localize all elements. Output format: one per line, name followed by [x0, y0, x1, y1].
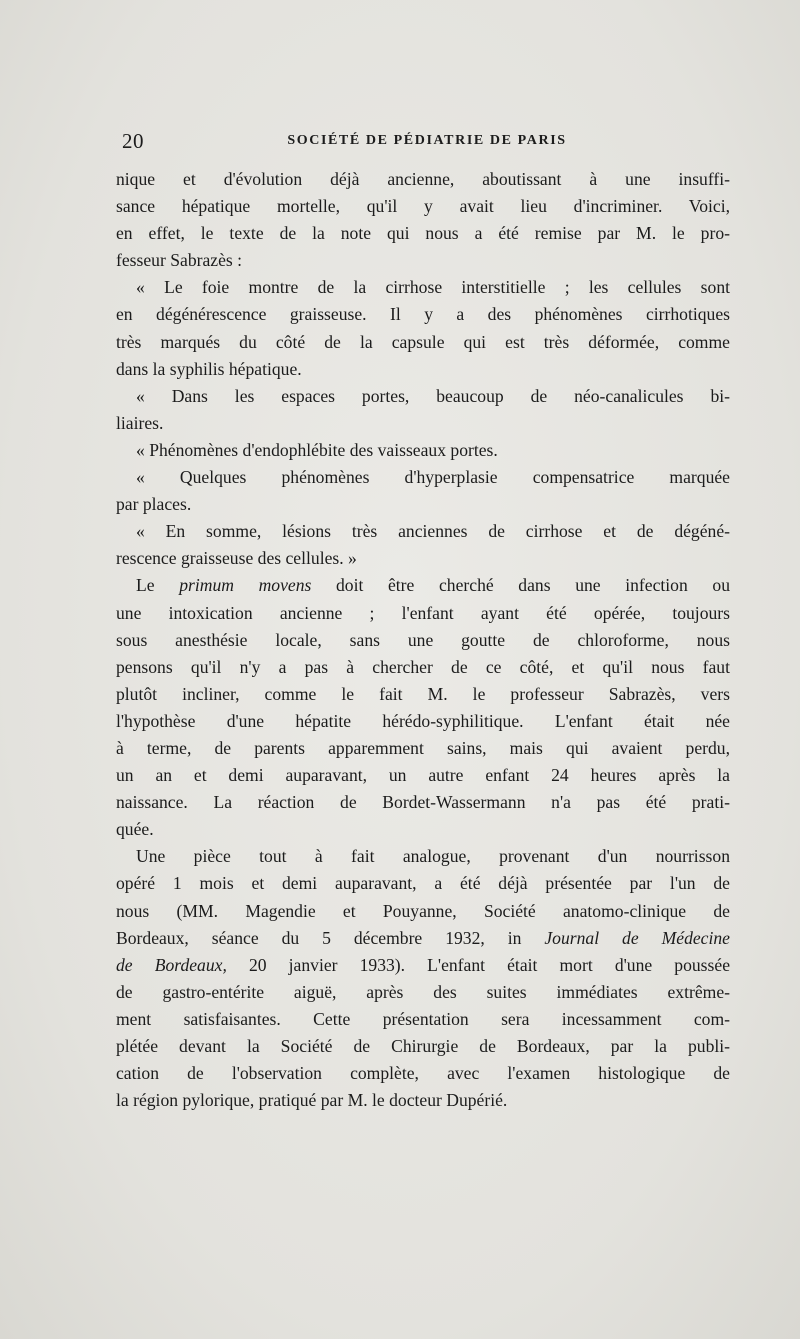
text-line: très marqués du côté de la capsule qui est très déformée, comme — [116, 331, 730, 352]
text-line: sance hépatique mortelle, qu'il y avait lieu d'incriminer. Voici, — [116, 196, 730, 217]
italic-phrase: de Bordeaux, — [116, 954, 227, 975]
text-line: une intoxication ancienne ; l'enfant ayant été opérée, toujours — [116, 602, 730, 623]
running-head: SOCIÉTÉ DE PÉDIATRIE DE PARIS — [287, 133, 567, 148]
text-line: à terme, de parents apparemment sains, mais qui avaient perdu, — [116, 737, 730, 758]
text-line: en effet, le texte de la note qui nous a été remise par M. le pro- — [116, 223, 730, 244]
text-line: l'hypothèse d'une hépatite hérédo-syphilitique. L'enfant était née — [116, 710, 730, 731]
text-line: Une pièce tout à fait analogue, provenant d'un nourrisson — [136, 846, 730, 867]
text-line — [116, 572, 730, 599]
text-line — [116, 952, 730, 979]
text-line: « Phénomènes d'endophlébite des vaisseaux portes. — [136, 439, 498, 460]
text-line: quée. — [116, 819, 154, 840]
page-number: 20 — [122, 129, 144, 153]
page-header — [122, 129, 732, 159]
text-line: sous anesthésie locale, sans une goutte de chloroforme, nous — [116, 629, 730, 650]
text-line: liaires. — [116, 412, 164, 433]
text-segment: 20 janvier 1933). L'enfant était mort d'une poussée — [248, 954, 730, 975]
text-segment: doit être cherché dans une infection ou — [335, 575, 730, 596]
text-line: en dégénérescence graisseuse. Il y a des phénomènes cirrhotiques — [116, 304, 730, 325]
body-text — [116, 166, 730, 1114]
text-line: dans la syphilis hépatique. — [116, 358, 302, 379]
text-line: plétée devant la Société de Chirurgie de Bordeaux, par la publi- — [116, 1036, 730, 1056]
text-line: plutôt incliner, comme le fait M. le professeur Sabrazès, vers — [116, 683, 730, 704]
text-segment: Bordeaux, séance du 5 décembre 1932, in — [116, 927, 522, 948]
italic-phrase: Journal de Médecine — [544, 927, 730, 948]
text-line: de gastro-entérite aiguë, après des suites immédiates extrême- — [116, 981, 730, 1002]
text-line: « En somme, lésions très anciennes de cirrhose et de dégéné- — [136, 521, 730, 542]
text-line: nous (MM. Magendie et Pouyanne, Société anatomo-clinique de — [116, 900, 730, 921]
text-line — [116, 925, 730, 952]
text-line: par places. — [116, 494, 192, 515]
text-line: fesseur Sabrazès : — [116, 250, 243, 271]
text-line: « Le foie montre de la cirrhose interstitielle ; les cellules sont — [136, 277, 730, 298]
italic-phrase: primum movens — [179, 575, 312, 596]
text-line: « Dans les espaces portes, beaucoup de néo-canalicules bi- — [136, 385, 730, 406]
text-line: pensons qu'il n'y a pas à chercher de ce côté, et qu'il nous faut — [116, 656, 730, 677]
text-line: rescence graisseuse des cellules. » — [116, 548, 357, 569]
text-line: « Quelques phénomènes d'hyperplasie compensatrice marquée — [136, 467, 730, 488]
text-line: un an et demi auparavant, un autre enfant 24 heures après la — [116, 765, 730, 786]
text-line: ment satisfaisantes. Cette présentation sera incessamment com- — [116, 1008, 730, 1029]
text-line: la région pylorique, pratiqué par M. le docteur Dupérié. — [116, 1090, 508, 1111]
text-segment: Le — [136, 575, 155, 596]
text-line: cation de l'observation complète, avec l'examen histologique de — [116, 1063, 730, 1084]
text-line: opéré 1 mois et demi auparavant, a été déjà présentée par l'un de — [116, 873, 730, 894]
text-line: nique et d'évolution déjà ancienne, aboutissant à une insuffi- — [116, 169, 730, 189]
text-line: naissance. La réaction de Bordet-Wassermann n'a pas été prati- — [116, 792, 730, 813]
